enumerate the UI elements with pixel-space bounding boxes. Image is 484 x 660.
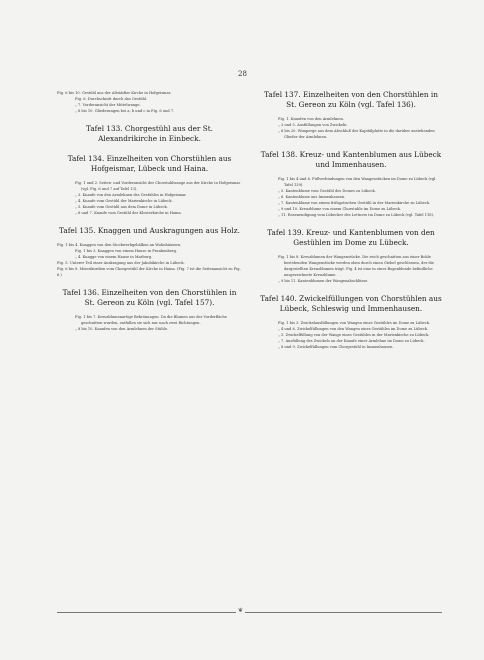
entry: „ 8 bis 10. Gliederungen bei a, b und c in Fig. 6 und 7. — [75, 109, 175, 113]
entry: Fig. 6 bis 8. Miserikordien vom Chorgestühl der Kirche in Haina. (Fig. 7 ist die Seitenansicht zu Fig. 6.) — [57, 267, 241, 277]
entry: „ 6 und 7. Knaufe vom Gestühl der Klosterkirche in Haina. — [75, 211, 182, 215]
footer-rule — [57, 612, 442, 613]
entry: Fig. 1 und 2. Seiten- und Vorderansicht der Chorstuhlwange aus der Kirche in Hofgeismar (vgl. Fig. 6 und 7 auf Tafel 13). — [75, 181, 241, 191]
right-column — [260, 90, 442, 350]
entry: „ 6 bis 20. Wimperge aus dem Abschluß der Kapitälplatte in die darüber anstehenden Glieder der Armlehnen. — [278, 129, 435, 139]
entry: „ 9 und 10. Kreuzblume von einem Chorstuhle im Dome zu Lübeck. — [278, 207, 401, 211]
section-heading-140: Tafel 140. Zwickelfüllungen von Chorstühlen aus Lübeck, Schleswig und Immenhausen. — [260, 294, 442, 313]
left-column — [57, 90, 242, 332]
entry: „ 8 und 9. Zwickelfüllungen vom Chorgestühl in Immenhausen. — [278, 345, 394, 349]
entry: Fig. 1 bis 3. Knaggen von einem Hause in Frankenberg. — [75, 249, 178, 253]
entry: „ 4. Knagge von einem Hause in Marburg. — [75, 255, 153, 259]
section-heading-138: Tafel 138. Kreuz- und Kantenblumen aus Lübeck und Immenhausen. — [260, 150, 442, 169]
section-heading-134: Tafel 134. Einzelheiten von Chorstühlen aus Hofgeismar, Lübeck und Haina. — [67, 154, 232, 173]
entry: „ 4 und 6. Zwickelfüllungen von den Wangen eines Gestühles im Dome zu Lübeck. — [278, 327, 429, 331]
entry: „ 6. Kantenblume aus Immenhausen. — [278, 195, 346, 199]
section-heading-136: Tafel 136. Einzelheiten von den Chorstühlen in St. Gereon zu Köln (vgl. Tafel 157). — [62, 288, 237, 307]
entry: „ 5. Kantenblume vom Gestühl des Domes zu Lübeck. — [278, 189, 376, 193]
fleuron-icon: ❦ — [238, 607, 244, 614]
entry: „ 11. Rosenendigung vom Lübecker des Lettners im Dome zu Lübeck (vgl. Tafel 118). — [278, 213, 435, 217]
entry: Fig. 1 bis 8. Kreuzblumen der Wangenstücke. Die reich geschnitten aus einer Bohle bestehenden Wangenstücke werden oben durch einen Giebel geschlossen, der die dargestellten Kreuzblumen trägt. Fig. 4 ist eine in einer Bogenblende befindliche ausgezeichnete Kreuzblume. — [278, 255, 435, 277]
entry: „ 3. Knaufe von den Armlehnen des Gestühles in Hofgeismar. — [75, 193, 187, 197]
entry: Fig. 5. Unterer Teil einer Auskragung aus der Jakobikirche in Lübeck. — [57, 261, 185, 265]
entry: Fig. 1. Knaufen von den Armlehnen. — [278, 117, 344, 121]
entry: „ 7. Ausfüllung des Zwickels an der Knaufe einer Armlehne im Dome zu Lübeck. — [278, 339, 425, 343]
section-heading-135: Tafel 135. Knaggen und Auskragungen aus Holz. — [59, 226, 240, 235]
entry: „ 7. Vorderansicht der Mittelwange. — [75, 103, 141, 107]
page-number: 28 — [238, 70, 247, 78]
entry: Fig. 1 bis 7. Kreuzblumenartige Bekrönungen. Da die Blumen aus der Vorderfläche geschnitten wurden, entfallen sie sich nur nach zwei Richtungen. — [75, 315, 227, 325]
entry: „ 3 und 5. Ausfüllungen von Zwickeln. — [278, 123, 348, 127]
entry: „ 5. Zwickelfüllung von der Wange eines Gestühles in der Marienkirche zu Lübeck. — [278, 333, 430, 337]
section-heading-133: Tafel 133. Chorgestühl aus der St. Alexandrikirche in Einbeck. — [86, 124, 213, 143]
entry: Fig. 1 bis 4 und 6. Füllverbindungen von den Wangenstücken im Dome zu Lübeck (vgl. Tafel 139). — [278, 177, 437, 187]
entry: Fig. 1 bis 4. Knaggen von den Stockwerkgebälken an Wohnhäusern. — [57, 243, 182, 247]
entry: „ 4. Knaufe vom Gestühl der Marienkirche in Lübeck. — [75, 199, 173, 203]
entry: „ 8 bis 10. Knaufen von den Armlehnen der Stühle. — [75, 327, 169, 331]
entry: „ 7. Kantenblume von einem frühgotischen Gestühl in der Marienkirche zu Lübeck. — [278, 201, 431, 205]
entry: „ 5. Knaufe vom Gestühl aus dem Dome in Lübeck. — [75, 205, 168, 209]
entry: Fig. 6. Durchschnitt durch das Gestühl. — [75, 97, 148, 101]
entry: Fig. 6 bis 10. Gestühl aus der Altstädter Kirche in Hofgeismar. — [57, 91, 172, 95]
section-heading-139: Tafel 139. Kreuz- und Kantenblumen von den Gestühlen im Dome zu Lübeck. — [267, 228, 435, 247]
entry: „ 9 bis 11. Kantenblumen der Wangenabschlüsse. — [278, 279, 369, 283]
section-heading-137: Tafel 137. Einzelheiten von den Chorstühlen in St. Gereon zu Köln (vgl. Tafel 136). — [264, 90, 438, 109]
entry: Fig. 1 bis 3. Zwickelausfüllungen von Wangen eines Gestühles im Dome zu Lübeck. — [278, 321, 431, 325]
